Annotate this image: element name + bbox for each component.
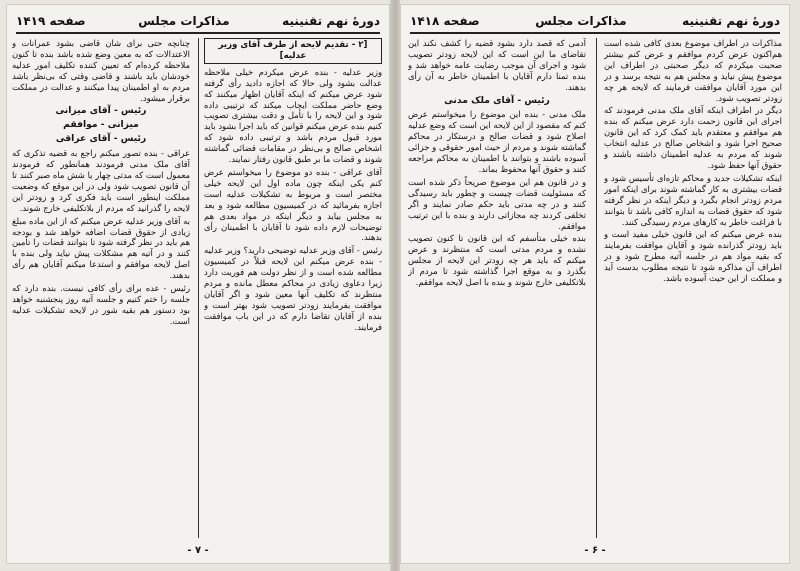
speaker-heading: رئیس - آقای ملک مدنی xyxy=(444,94,550,106)
paragraph: رئیس - آقای وزیر عدلیه توضیحی دارید؟ وزیر عدلیه - بنده عرض میکنم این لایحه قبلاً در کمیسیون مطالعه شده است و از نظر دولت هم فوریت دارد زیرا دعاوی زیادی در محاکم معطل مانده و مردم منتظرند که تکلیف آنها معین شود و اگر آقایان موافقت بفرمایند زودتر تصویب شود بهتر است و بنده از آقایان تقاضا دارم که در این باب موافقت فرمایند. xyxy=(204,245,382,332)
right-page-right-column xyxy=(604,38,782,538)
paragraph: اینکه تشکیلات جدید و محاکم تازه‌ای تأسیس شود و قضات بیشتری به کار گماشته شوند برای اینکه امور مردم زودتر انجام بگیرد و دیگر اینکه در نظر گرفته شود که حقوق قضات به اندازه کافی باشد تا بتوانند با فراغت خاطر به کارهای مردم رسیدگی کنند. xyxy=(604,172,782,227)
left-page-header xyxy=(16,10,380,34)
paragraph: بنده عرض میکنم که این قانون خیلی مفید است و باید زودتر گذرانده شود و آقایان موافقت بفرمایند که بقیه مواد هم در جلسه آتیه مطرح شود و در اطراف آن مذاکره شود تا نتیجه مطلوب بدست آید و مملکت از این حیث آسوده باشد. xyxy=(604,229,782,284)
left-page-left-column xyxy=(12,38,190,538)
paragraph: عراقی - بنده تصور میکنم راجع به قضیه تذکری که آقای ملک مدنی فرمودند همانطور که فرمودند معمول است که مدتی چهار یا شش ماه صبر کنند تا آن قانون تصویب شود ولی در این موقع که وضعیت مملکت اینطور است باید فکری کرد و زودتر این لایحه را گذرانید که مردم از بلاتکلیفی خارج شوند. xyxy=(12,148,190,213)
right-page-title: مذاکرات مجلس xyxy=(535,14,627,28)
section-heading-bill: [۲ - تقدیم لایحه از طرف آقای وزیر عدلیه] xyxy=(204,38,382,64)
speaker-heading: رئیس - آقای میزانی xyxy=(55,105,147,117)
right-page-left-column xyxy=(408,38,586,538)
right-page xyxy=(400,4,790,564)
right-page-header xyxy=(410,10,780,34)
paragraph: رئیس - عده برای رأی کافی نیست. بنده دارد که جلسه را ختم کنیم و جلسه آتیه روز پنجشنبه خواهد بود دستور هم بقیه شور در لایحه تشکیلات عدلیه است. xyxy=(12,283,190,326)
speaker-heading: رئیس - آقای عراقی xyxy=(55,133,147,145)
paragraph: آقای عراقی - بنده دو موضوع را میخواستم عرض کنم یکی اینکه چون ماده اول این لایحه خیلی مختصر است و مربوط به تشکیلات عدلیه است اجازه بفرمائید که در کمیسیون مطالعه شود و بعد به مجلس بیاید و دیگر اینکه در مواد بعدی هم توضیحات لازم داده شود تا آقایان با اطمینان رأی بدهند. xyxy=(204,166,382,243)
left-page-session: دورهٔ نهم تقنینیه xyxy=(282,14,380,28)
paragraph: بنده خیلی متأسفم که این قانون تا کنون تصویب نشده و مردم مدتی است که منتظرند و عرض میکنم که باید هر چه زودتر این لایحه از مجلس بگذرد و به موقع اجرا گذاشته شود تا مردم از بلاتکلیفی خارج شوند و بنده با اصل لایحه موافقم. xyxy=(408,233,586,288)
right-page-number: - ۶ - xyxy=(584,545,606,556)
paragraph: به آقای وزیر عدلیه عرض میکنم که از این ماده مبلغ زیادی از حقوق قضات اضافه خواهد شد و بودجه هم باید در نظر گرفته شود تا بتوانند قضات را تأمین کنند و در آتیه هم مشکلات پیش نیاید ولی بنده با اصل لایحه موافقم و استدعا میکنم آقایان هم رأی بدهند. xyxy=(12,215,190,281)
book-gutter xyxy=(390,0,400,571)
column-divider xyxy=(596,38,597,538)
paragraph: ملک مدنی - بنده این موضوع را میخواستم عرض کنم که مقصود از این لایحه این است که وضع عدلیه اصلاح شود و قضات صالح و درستکار در محاکم گماشته شوند و مردم از حیث امور حقوقی و جزائی آسوده باشند و بتوانند با اطمینان به محاکم مراجعه کنند و حقوق آنها محفوظ بماند. xyxy=(408,109,586,174)
right-page-session: دورهٔ نهم تقنینیه xyxy=(682,14,780,28)
paragraph: آدمی که قصد دارد بشود قضیه را کشف نکند این تقاضای ما این است که این لایحه زودتر تصویب شود و اجرای آن موجب رضایت عامه خواهد شد و بنده تمنا دارم آقایان با اطمینان خاطر به آن رأی بدهند. xyxy=(408,38,586,92)
left-page xyxy=(6,4,390,564)
paragraph: وزیر عدلیه - بنده عرض میکردم خیلی ملاحظه عدالت بشود ولی حالا که اجازه دادید رأی گرفته شود عرض میکنم که اینکه آقایان اظهار میکنند که وضع حاضر مملکت ایجاب میکند که ترتیبی داده شود و این لایحه را با تأمل و دقت بیشتری تصویب کنیم بنده عرض میکنم قوانین که باید اجرا بشود باید مورد قبول مردم باشد و ترتیبی داده شود که اشخاص صالح و بی‌نظر در مقامات قضائی گماشته شوند و قضات ما بر طبق قانون رفتار نمایند. xyxy=(204,66,382,165)
column-divider xyxy=(198,38,199,538)
left-page-title: مذاکرات مجلس xyxy=(138,14,230,28)
right-page-label: صفحه ۱۴۱۸ xyxy=(410,14,480,28)
paragraph: چنانچه حتی برای شان قاضی بشود عمرانات و الاعتدالات که به معین وضع شده باشد بنده تا کنون ملاحظه کرده‌ام که تعیین کننده تکلیف امور عدلیه خودشان باید باشند و قاضی وقتی که بی‌نظر باشد مردم به او اطمینان پیدا میکنند و عدالت در مملکت برقرار میشود. xyxy=(12,38,190,103)
paragraph: دیگر در اطراف اینکه آقای ملک مدنی فرمودند که اجرای این قانون زحمت دارد عرض میکنم که بنده هم موافقم و معتقدم باید کمک کرد که این قانون صحیح اجرا شود و اشخاص صالح در عدلیه انتخاب شوند که مردم به عدلیه اطمینان داشته باشند و حقوق آنها حفظ شود. xyxy=(604,105,782,170)
paragraph: و در قانون هم این موضوع صریحاً ذکر شده است که مسئولیت قضات چیست و چطور باید رسیدگی کنند و در چه مدتی باید حکم صادر نمایند و اگر تخلفی کردند چه مجازاتی دارند و بنده با این ترتیب موافقم. xyxy=(408,176,586,231)
speaker-heading: میزانی - موافقم xyxy=(63,119,139,131)
left-page-right-column xyxy=(204,38,382,538)
paragraph: مذاکرات در اطراف موضوع بعدی کافی شده است هم‌اکنون عرض کردم موافقم و عرض کنم بیشتر صحبت میکردم که دیگر صحبتی در اطراف این موضوع پیش نیاید و مجلس هم به نتیجه برسد و در این مورد آقایان موافقت فرمایند که لایحه هر چه زودتر تصویب شود. xyxy=(604,38,782,103)
left-page-label: صفحه ۱۴۱۹ xyxy=(16,14,86,28)
left-page-number: - ۷ - xyxy=(187,545,209,556)
